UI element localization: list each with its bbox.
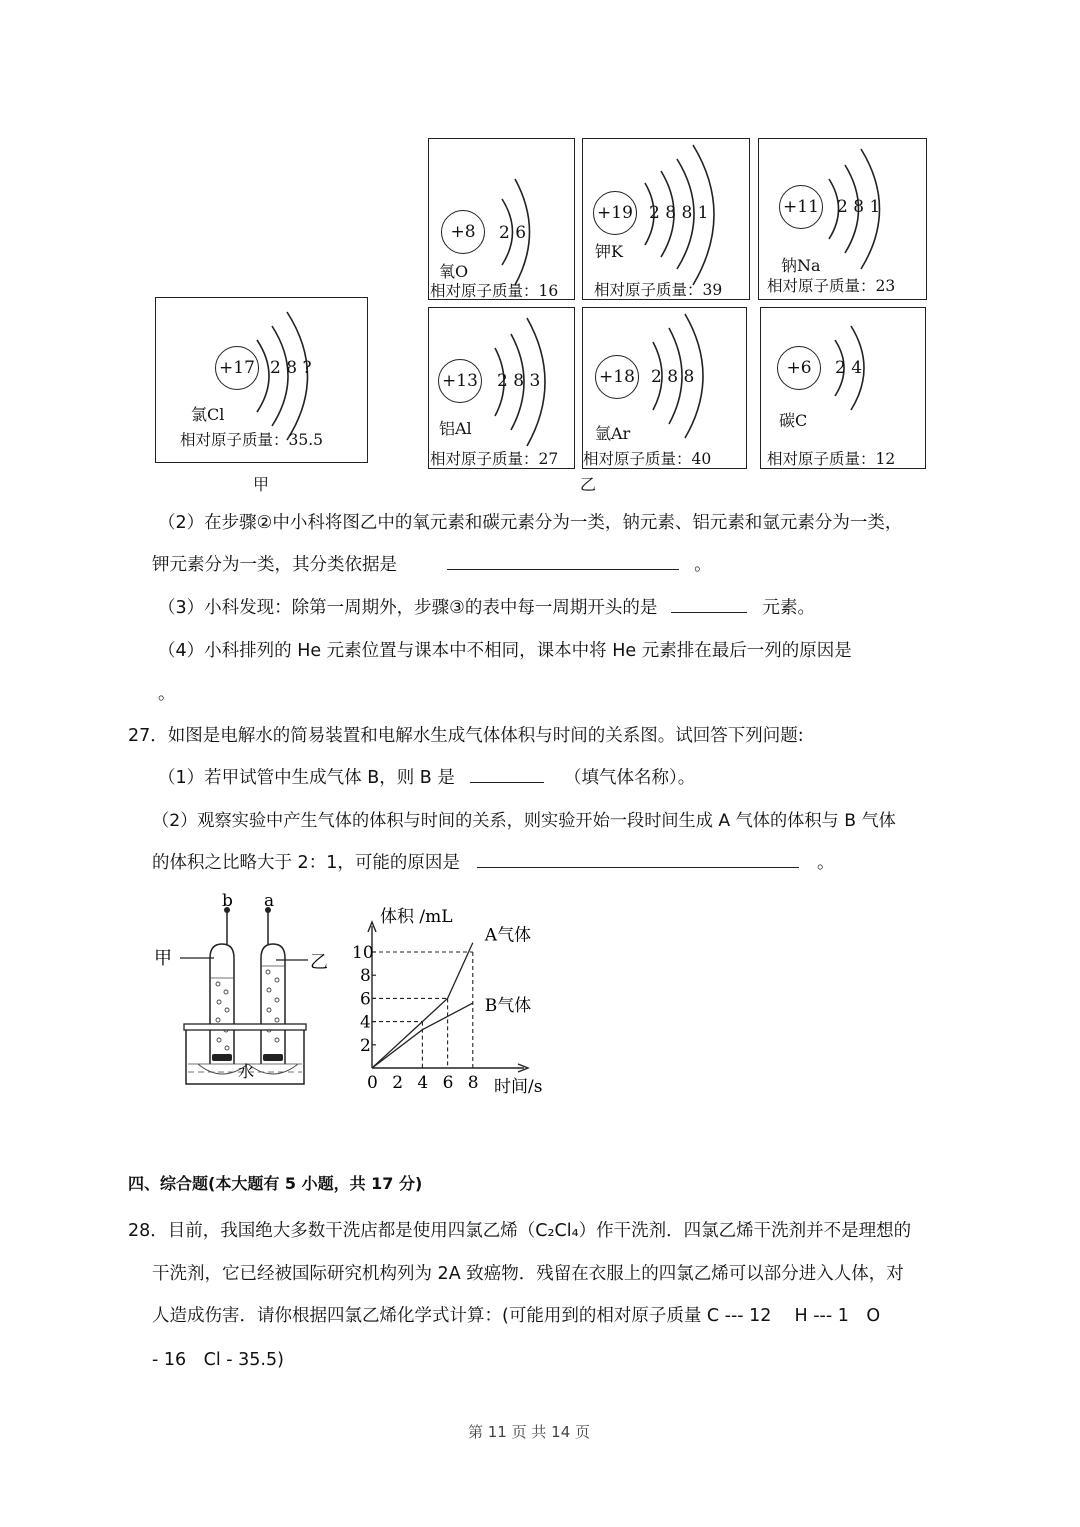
nucleus: +19	[593, 191, 637, 235]
atom-diagram-k	[582, 138, 750, 300]
element-symbol: 氩Ar	[595, 424, 631, 443]
nucleus: +13	[438, 359, 482, 403]
answer-blank-q26-2[interactable]	[447, 553, 679, 570]
electron-shell-arcs	[761, 308, 925, 468]
q27-part2-end: 。	[817, 853, 835, 873]
chart-xlabel: 时间/s	[494, 1077, 543, 1097]
q27-part1-text: （1）若甲试管中生成气体 B，则 B 是	[158, 768, 455, 788]
x-tick-label: 6	[442, 1073, 454, 1093]
q28-line3: 人造成伤害．请你根据四氯乙烯化学式计算：(可能用到的相对原子质量 C --- 12 H --- 1 O	[152, 1306, 881, 1326]
q28-line2: 干洗剂，它已经被国际研究机构列为 2A 致癌物．残留在衣服上的四氯乙烯可以部分进入人体，对	[152, 1264, 904, 1284]
q26-part4-line2: 。	[158, 684, 176, 704]
x-tick-label: 8	[467, 1073, 479, 1093]
y-tick-label: 2	[360, 1035, 371, 1056]
series-label-a: A气体	[484, 925, 532, 946]
electron-config: 2 4	[835, 358, 863, 378]
q27-part2-text: 的体积之比略大于 2：1，可能的原因是	[152, 853, 460, 873]
electrolysis-apparatus	[148, 888, 348, 1098]
electron-config: 2 8 ?	[270, 358, 312, 378]
q26-part2-end: 。	[694, 555, 712, 575]
q27-part2-line2	[152, 849, 835, 874]
electron-config: 2 8 3	[497, 371, 541, 391]
q26-part4-line1: （4）小科排列的 He 元素位置与课本中不相同，课本中将 He 元素排在最后一列的原因是	[158, 641, 852, 661]
atom-diagram-al	[428, 307, 575, 469]
q26-part3-end: 元素。	[762, 598, 815, 618]
page-footer: 第 11 页 共 14 页	[468, 1423, 591, 1441]
q28-line1: 28．目前，我国绝大多数干洗店都是使用四氯乙烯（C₂Cl₄）作干洗剂．四氯乙烯干洗剂并不是理想的	[128, 1221, 912, 1241]
nucleus: +6	[777, 346, 821, 390]
electron-config: 2 8 8 1	[649, 203, 709, 223]
answer-blank-q26-3[interactable]	[671, 596, 747, 613]
q27-stem: 27．如图是电解水的简易装置和电解水生成气体体积与时间的关系图。试回答下列问题:	[128, 726, 804, 746]
x-tick-label: 2	[392, 1073, 404, 1093]
relative-atomic-mass: 相对原子质量：16	[430, 282, 559, 300]
chart-ylabel: 体积 /mL	[380, 907, 453, 927]
nucleus: +8	[441, 210, 485, 254]
element-symbol: 铝Al	[439, 419, 472, 438]
q26-part3-text: （3）小科发现：除第一周期外，步骤③的表中每一周期开头的是	[158, 598, 658, 618]
electron-config: 2 8 1	[837, 197, 881, 217]
y-tick-label: 4	[360, 1012, 371, 1033]
electron-config: 2 6	[499, 223, 527, 243]
answer-blank-q27-2[interactable]	[477, 851, 799, 868]
tube-left-label: 甲	[154, 948, 172, 969]
q27-part2-line1: （2）观察实验中产生气体的体积与时间的关系，则实验开始一段时间生成 A 气体的体积与 B 气体	[152, 811, 896, 831]
x-tick-label: 4	[417, 1073, 429, 1093]
atom-diagram-c	[760, 307, 926, 469]
y-tick-label: 8	[360, 966, 371, 987]
y-tick-label: 6	[360, 989, 371, 1010]
nucleus: +11	[779, 185, 823, 229]
electrode-a-label: a	[264, 891, 275, 911]
q26-part3	[158, 594, 815, 619]
relative-atomic-mass: 相对原子质量：23	[767, 277, 896, 295]
caption-yi: 乙	[580, 475, 597, 494]
water-label: 水	[238, 1062, 255, 1081]
series-label-b: B气体	[484, 996, 532, 1017]
element-symbol: 氯Cl	[191, 405, 225, 424]
element-symbol: 钾K	[595, 242, 623, 261]
element-symbol: 氧O	[439, 262, 469, 281]
element-symbol: 碳C	[779, 411, 808, 430]
electron-config: 2 8 8	[651, 367, 695, 387]
q26-part2-text: 钾元素分为一类，其分类依据是	[152, 555, 397, 575]
relative-atomic-mass: 相对原子质量：40	[583, 450, 712, 468]
volume-time-chart	[352, 888, 562, 1104]
y-tick-label: 10	[352, 943, 374, 963]
q27-part1-end: （填气体名称）。	[564, 768, 696, 788]
series-line-a	[372, 943, 473, 1068]
nucleus: +18	[595, 355, 639, 399]
q28-line4: - 16 Cl - 35.5)	[152, 1350, 284, 1370]
relative-atomic-mass: 相对原子质量：12	[767, 450, 896, 468]
section-4-title: 四、综合题(本大题有 5 小题，共 17 分)	[128, 1174, 423, 1193]
nucleus: +17	[215, 346, 259, 390]
caption-jia: 甲	[253, 475, 270, 494]
atom-diagram-ar	[582, 307, 747, 469]
q26-part2-line2	[152, 551, 712, 576]
q27-part1	[158, 764, 695, 789]
atom-diagram-cl	[155, 297, 368, 463]
x-tick-label: 0	[367, 1073, 378, 1093]
atom-diagram-na	[758, 138, 927, 300]
relative-atomic-mass: 相对原子质量：27	[430, 450, 559, 468]
relative-atomic-mass: 相对原子质量：35.5	[180, 431, 324, 449]
q26-part2-line1: （2）在步骤②中小科将图乙中的氧元素和碳元素分为一类，钠元素、铝元素和氩元素分为一类，	[158, 513, 903, 533]
element-symbol: 钠Na	[781, 256, 821, 275]
answer-blank-q27-1[interactable]	[470, 766, 544, 783]
tube-right-label: 乙	[310, 952, 328, 973]
atom-diagram-o	[428, 138, 575, 300]
relative-atomic-mass: 相对原子质量：39	[594, 281, 723, 299]
electrode-b-label: b	[222, 891, 233, 911]
